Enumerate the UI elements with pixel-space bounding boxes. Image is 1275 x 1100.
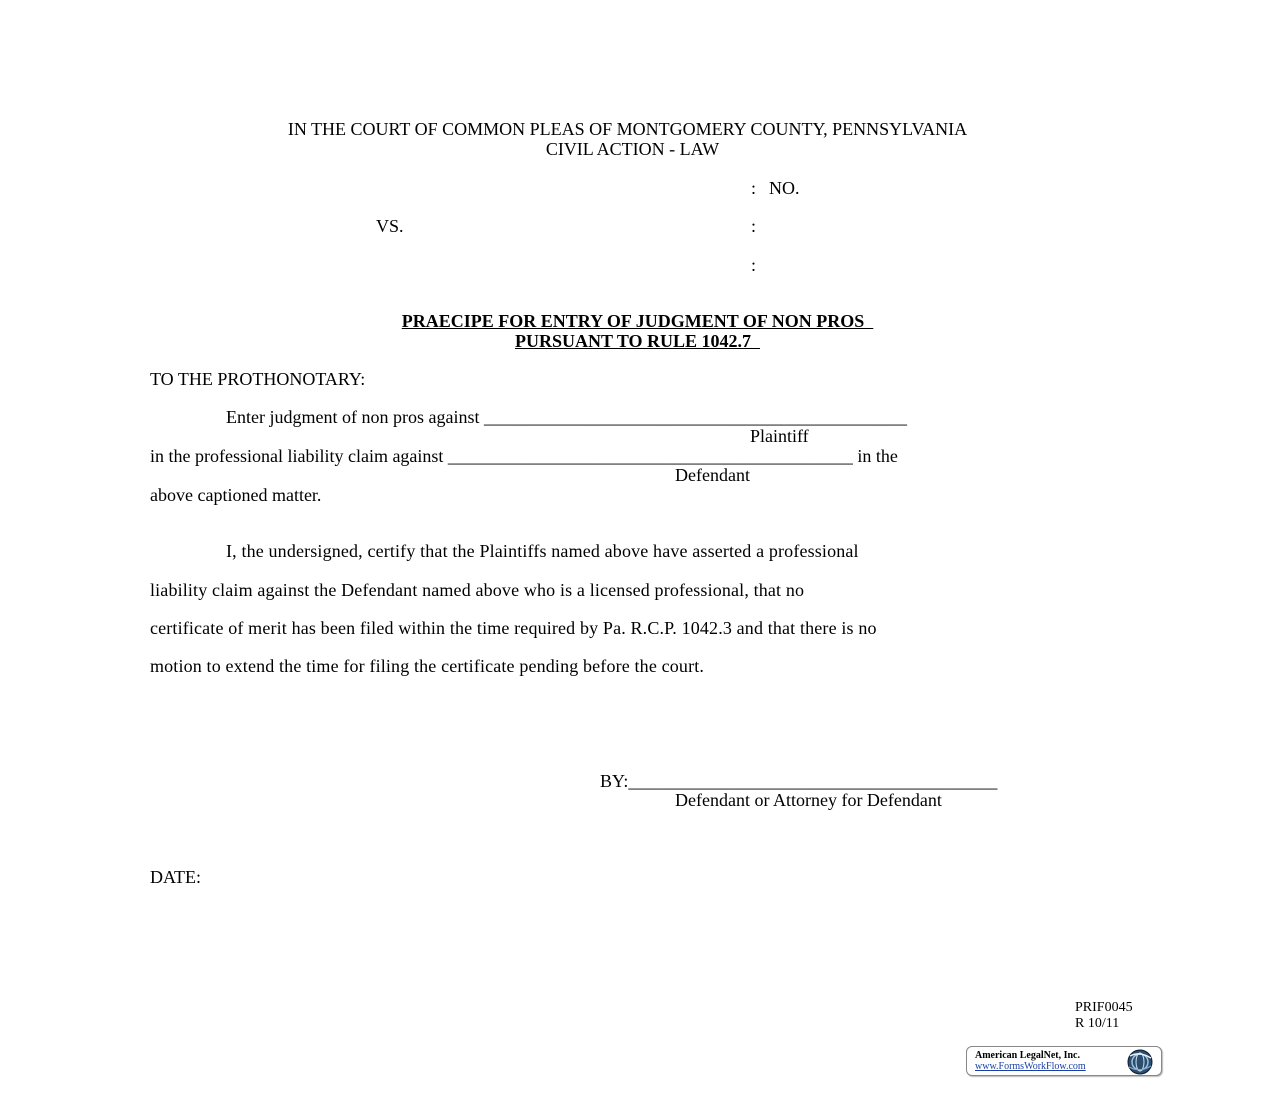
date-label: DATE: xyxy=(150,867,201,887)
caption-colon-1: : xyxy=(751,178,757,198)
signature-line: BY:_________________________________________ xyxy=(600,771,998,791)
certification-line-3: certificate of merit has been filed within the time required by Pa. R.C.P. 1042.3 and that there is no xyxy=(150,618,877,638)
entry-line-1: Enter judgment of non pros against _______________________________________________ xyxy=(226,407,907,427)
entry-line-2: in the professional liability claim against _____________________________________________ in the xyxy=(150,446,898,466)
form-revision: R 10/11 xyxy=(1075,1016,1120,1031)
document-title-line1: PRAECIPE FOR ENTRY OF JUDGMENT OF NON PROS xyxy=(401,311,874,331)
court-heading: IN THE COURT OF COMMON PLEAS OF MONTGOMERY COUNTY, PENNSYLVANIA xyxy=(287,119,968,139)
certification-line-1: I, the undersigned, certify that the Plaintiffs named above have asserted a professional xyxy=(226,541,859,561)
civil-action-heading: CIVIL ACTION - LAW xyxy=(545,139,720,159)
signature-caption: Defendant or Attorney for Defendant xyxy=(675,790,942,810)
form-id: PRIF0045 xyxy=(1075,1000,1133,1015)
salutation: TO THE PROTHONOTARY: xyxy=(150,369,366,389)
plaintiff-label: Plaintiff xyxy=(750,426,809,446)
caption-colon-2: : xyxy=(751,216,757,236)
defendant-label: Defendant xyxy=(675,465,750,485)
case-number-label: NO. xyxy=(769,178,800,198)
certification-line-2: liability claim against the Defendant named above who is a licensed professional, that no xyxy=(150,580,805,600)
certification-line-4: motion to extend the time for filing the certificate pending before the court. xyxy=(150,656,705,676)
document-title-line2: PURSUANT TO RULE 1042.7 xyxy=(514,331,761,351)
entry-line-3: above captioned matter. xyxy=(150,485,322,505)
caption-colon-3: : xyxy=(751,255,757,275)
versus-label: VS. xyxy=(376,216,404,236)
logo-company-name: American LegalNet, Inc. xyxy=(975,1050,1080,1061)
logo-website-link[interactable]: www.FormsWorkFlow.com xyxy=(975,1061,1086,1072)
company-logo xyxy=(966,1046,1162,1076)
globe-icon xyxy=(1121,1048,1159,1076)
